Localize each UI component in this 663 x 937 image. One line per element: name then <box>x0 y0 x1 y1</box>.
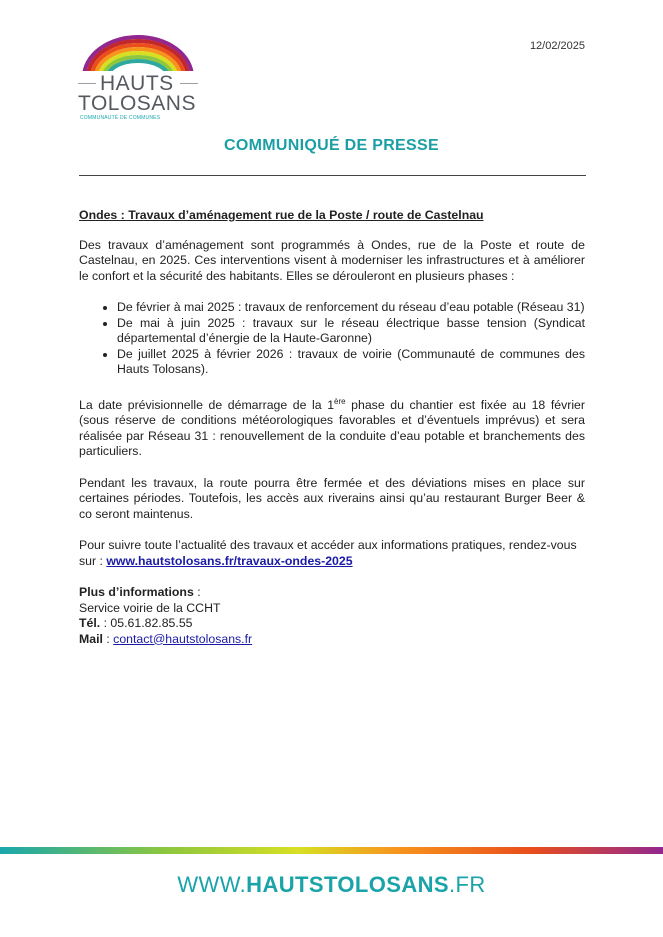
footer-website[interactable] <box>0 872 663 898</box>
mail-label: Mail <box>79 631 103 646</box>
footer-domain: HAUTSTOLOSANS <box>246 872 449 897</box>
logo-line1: HAUTS <box>100 72 174 95</box>
more-info-suffix: : <box>193 585 201 600</box>
follow-text: Pour suivre toute l’actualité des travaux et accéder aux informations pratiques, rendez-vous sur : <box>79 538 577 568</box>
ordinal-superscript: ère <box>334 396 346 406</box>
contact-block <box>79 585 585 647</box>
follow-paragraph <box>79 538 585 569</box>
mail-line <box>79 632 585 648</box>
list-item: • De février à mai 2025 : travaux de renforcement du réseau d’eau potable (Réseau 31) <box>117 300 585 316</box>
footer-suffix: .FR <box>448 872 486 897</box>
list-item: • De juillet 2025 à février 2026 : travaux de voirie (Communauté de communes des Hauts Tolosans). <box>117 347 585 378</box>
page-title: COMMUNIQUÉ DE PRESSE <box>224 137 439 154</box>
works-page-link[interactable]: www.hautstolosans.fr/travaux-ondes-2025 <box>106 553 353 568</box>
logo-subtitle: COMMUNAUTÉ DE COMMUNES <box>80 115 161 121</box>
title-divider <box>79 175 586 176</box>
gradient-band-icon <box>0 847 663 854</box>
document-date: 12/02/2025 <box>529 40 585 52</box>
logo-dash-right <box>180 83 198 84</box>
release-heading: Ondes : Travaux d’aménagement rue de la Poste / route de Castelnau <box>79 208 484 222</box>
intro-paragraph: Des travaux d’aménagement sont programmés à Ondes, rue de la Poste et route de Castelnau, en 2025. Ces interventions visent à moderniser les infrastructures et à améliorer le confort et la sécurité des habitants. Elles se dérouleront en plusieurs phases : <box>79 237 585 283</box>
more-info-label: Plus d’informations <box>79 585 194 600</box>
logo-line2: TOLOSANS <box>78 92 196 115</box>
more-info-line <box>79 585 585 601</box>
color-band <box>0 847 663 854</box>
start-text-after: phase du chantier est fixée au 18 février (sous réserve de conditions météorologiques favorables et d’éventuels imprévus) et sera réalisée par Réseau 31 : renouvellement de la conduite d’eau potable et branchements des particuliers. <box>79 397 585 459</box>
logo-dash-left <box>78 83 96 84</box>
phone-line <box>79 616 585 632</box>
list-item: • De mai à juin 2025 : travaux sur le réseau électrique basse tension (Syndicat départemental d’énergie de la Haute-Garonne) <box>117 316 585 347</box>
hauts-tolosans-logo <box>76 33 201 123</box>
service-name: Service voirie de la CCHT <box>79 600 221 615</box>
traffic-paragraph: Pendant les travaux, la route pourra être fermée et des déviations mises en place sur certaines périodes. Toutefois, les accès aux riverains ainsi qu’au restaurant Burger Beer & co seront maintenus. <box>79 475 585 521</box>
footer-prefix: WWW. <box>177 872 247 897</box>
mail-separator: : <box>102 631 114 646</box>
press-release-body <box>79 208 585 647</box>
start-text-before: La date prévisionnelle de démarrage de la 1 <box>79 397 335 412</box>
phase-list <box>79 300 585 378</box>
phone-label: Tél. <box>79 616 101 631</box>
start-date-paragraph <box>79 394 585 460</box>
phone-number: : 05.61.82.85.55 <box>100 616 193 631</box>
email-link[interactable]: contact@hautstolosans.fr <box>113 631 253 646</box>
